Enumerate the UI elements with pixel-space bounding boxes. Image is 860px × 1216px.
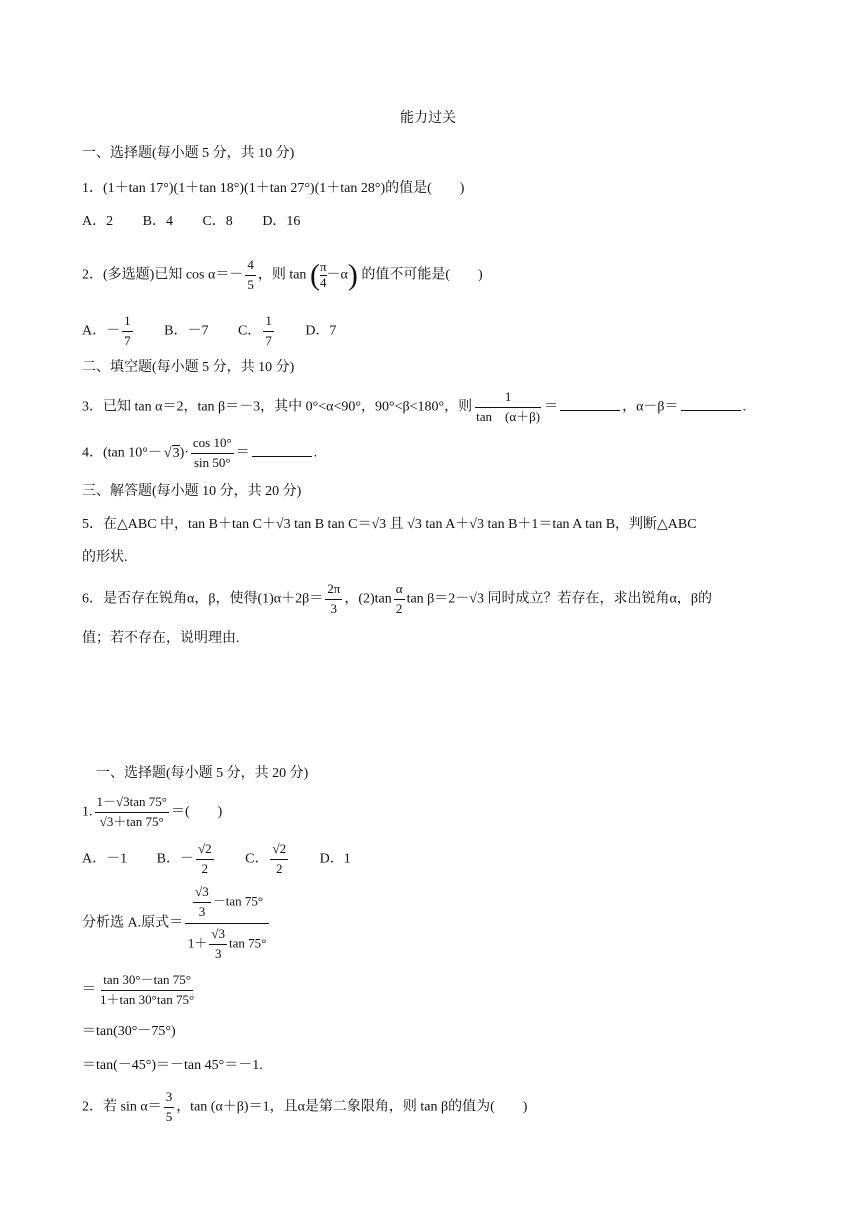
fraction bbox=[193, 885, 211, 920]
example-1-options bbox=[82, 842, 351, 877]
denominator: 4 bbox=[319, 274, 327, 290]
sqrt-sign: √ bbox=[163, 445, 172, 461]
compound-numerator bbox=[185, 885, 269, 924]
bot-pre: 1＋ bbox=[187, 935, 208, 951]
question-1-options bbox=[82, 215, 300, 229]
answer-blank bbox=[681, 409, 741, 411]
q3-eq: ＝ bbox=[544, 399, 559, 415]
denominator: 5 bbox=[165, 1108, 173, 1124]
denominator: 5 bbox=[247, 276, 254, 292]
option-a: A．－ bbox=[82, 323, 121, 339]
q4-eq: ＝ bbox=[235, 445, 250, 461]
denominator: 2 bbox=[395, 600, 403, 616]
q3-end: . bbox=[742, 399, 747, 415]
numerator: 2π bbox=[325, 582, 342, 600]
e1-tail: ＝( ) bbox=[170, 804, 223, 820]
e2-part1: 2．若 sin α＝ bbox=[82, 1099, 162, 1115]
bot-tail: tan 75° bbox=[229, 935, 267, 951]
numerator: √2 bbox=[270, 842, 288, 860]
option-c: C． bbox=[237, 323, 262, 339]
denominator: 2 bbox=[276, 860, 283, 876]
fraction bbox=[95, 795, 169, 830]
option-b: B．4 bbox=[142, 214, 173, 229]
question-2 bbox=[82, 258, 483, 293]
top-tail: －tan 75° bbox=[212, 893, 264, 909]
fraction bbox=[474, 390, 542, 425]
analysis bbox=[82, 885, 271, 962]
option-d: D．16 bbox=[262, 214, 301, 229]
radicand: 3 bbox=[172, 445, 180, 461]
numerator: √2 bbox=[196, 842, 214, 860]
option-d: D．7 bbox=[305, 323, 337, 339]
analysis-step-2 bbox=[82, 973, 198, 1008]
denominator: 7 bbox=[265, 332, 272, 348]
q2-suffix: 的值不可能是( ) bbox=[361, 267, 483, 283]
q2-mid: ，则 tan bbox=[257, 267, 307, 283]
option-c: C． bbox=[245, 851, 269, 867]
denominator: sin 50° bbox=[193, 454, 231, 470]
analysis-label: 分析选 A.原式＝ bbox=[82, 915, 184, 931]
example-2 bbox=[82, 1090, 527, 1125]
numerator: α bbox=[394, 582, 405, 600]
question-4 bbox=[82, 436, 317, 471]
fraction bbox=[98, 973, 196, 1008]
answer-blank bbox=[252, 455, 312, 457]
analysis-step-3: ＝tan(30°－75°) bbox=[82, 1024, 176, 1039]
numerator: √3 bbox=[193, 885, 211, 903]
compound-fraction bbox=[185, 885, 269, 962]
numerator: 1－√3tan 75° bbox=[95, 795, 169, 813]
right-paren: ) bbox=[347, 258, 358, 292]
question-6-line2: 值；若不存在，说明理由. bbox=[82, 631, 240, 646]
numerator: π bbox=[319, 259, 327, 274]
q3-prefix: 3．已知 tan α＝2，tan β＝－3，其中 0°<α<90°，90°<β<180°，则 bbox=[82, 399, 473, 415]
section-heading-solve: 三、解答题(每小题 10 分，共 20 分) bbox=[82, 484, 302, 499]
example-1 bbox=[82, 795, 222, 830]
e2-part2: ，tan (α＋β)＝1，且α是第二象限角，则 tan β的值为( ) bbox=[176, 1099, 528, 1115]
fraction bbox=[270, 842, 288, 877]
option-c: C．8 bbox=[202, 214, 233, 229]
fraction bbox=[191, 436, 234, 471]
numerator: 1 bbox=[475, 390, 542, 408]
equals-sign: ＝ bbox=[82, 982, 96, 998]
question-5-line2: 的形状. bbox=[82, 550, 128, 565]
denominator: 1＋tan 30°tan 75° bbox=[100, 991, 195, 1007]
option-b: B．－ bbox=[156, 851, 194, 867]
fraction bbox=[263, 314, 274, 349]
q4-prefix: 4．(tan 10°－ bbox=[82, 445, 162, 461]
denominator: 3 bbox=[330, 600, 338, 616]
q4-end: . bbox=[313, 445, 318, 461]
fraction bbox=[122, 314, 133, 349]
answer-blank bbox=[560, 409, 620, 411]
fraction bbox=[245, 258, 256, 293]
numerator: cos 10° bbox=[191, 436, 234, 454]
denominator: 7 bbox=[124, 332, 131, 348]
option-b: B．－7 bbox=[164, 323, 209, 339]
fraction bbox=[394, 582, 405, 617]
question-2-options bbox=[82, 314, 336, 349]
q6-part3: tan β＝2－√3 同时成立？若存在，求出锐角α，β的 bbox=[406, 591, 712, 607]
e1-label: 1. bbox=[82, 804, 93, 820]
denominator: tan (α＋β) bbox=[476, 408, 541, 424]
q6-part1: 6．是否存在锐角α，β，使得(1)α＋2β＝ bbox=[82, 591, 324, 607]
option-a: A．－1 bbox=[82, 851, 128, 867]
numerator: √3 bbox=[209, 927, 227, 945]
numerator: 1 bbox=[122, 314, 133, 332]
option-a: A．2 bbox=[82, 214, 114, 229]
minus-alpha: －α bbox=[326, 267, 348, 283]
section-heading-examples: 一、选择题(每小题 5 分，共 20 分) bbox=[96, 766, 309, 781]
question-5-line1: 5．在△ABC 中，tan B＋tan C＋√3 tan B tan C＝√3 且 √3 tan A＋√3 tan B＋1＝tan A tan B，判断△ABC bbox=[82, 517, 697, 532]
question-3 bbox=[82, 390, 746, 425]
q3-mid: ，α－β＝ bbox=[622, 399, 679, 415]
section-heading-choice: 一、选择题(每小题 5 分，共 10 分) bbox=[82, 146, 295, 161]
numerator: tan 30°－tan 75° bbox=[101, 973, 193, 991]
denominator: 3 bbox=[198, 903, 206, 919]
numerator: 1 bbox=[263, 314, 274, 332]
numerator: 4 bbox=[245, 258, 256, 276]
section-heading-fill: 二、填空题(每小题 5 分，共 10 分) bbox=[82, 360, 295, 375]
left-paren: ( bbox=[309, 258, 320, 292]
question-1: 1．(1＋tan 17°)(1＋tan 18°)(1＋tan 27°)(1＋tan 28°)的值是( ) bbox=[82, 181, 465, 196]
analysis-step-4: ＝tan(－45°)＝－tan 45°＝－1. bbox=[82, 1058, 263, 1073]
fraction bbox=[196, 842, 214, 877]
q6-part2: ，(2)tan bbox=[344, 591, 392, 607]
denominator: 2 bbox=[201, 860, 209, 876]
fraction bbox=[164, 1090, 175, 1125]
q2-prefix: 2．(多选题)已知 cos α＝－ bbox=[82, 267, 244, 283]
page-title: 能力过关 bbox=[400, 111, 456, 126]
fraction bbox=[325, 582, 342, 617]
fraction bbox=[209, 927, 227, 962]
option-d: D．1 bbox=[319, 851, 351, 867]
numerator: 3 bbox=[164, 1090, 175, 1108]
denominator: √3＋tan 75° bbox=[99, 813, 164, 829]
q4-after: )· bbox=[179, 445, 189, 461]
compound-denominator bbox=[186, 924, 269, 962]
question-6 bbox=[82, 582, 712, 617]
denominator: 3 bbox=[214, 945, 222, 961]
pi-over-4 bbox=[320, 260, 327, 291]
